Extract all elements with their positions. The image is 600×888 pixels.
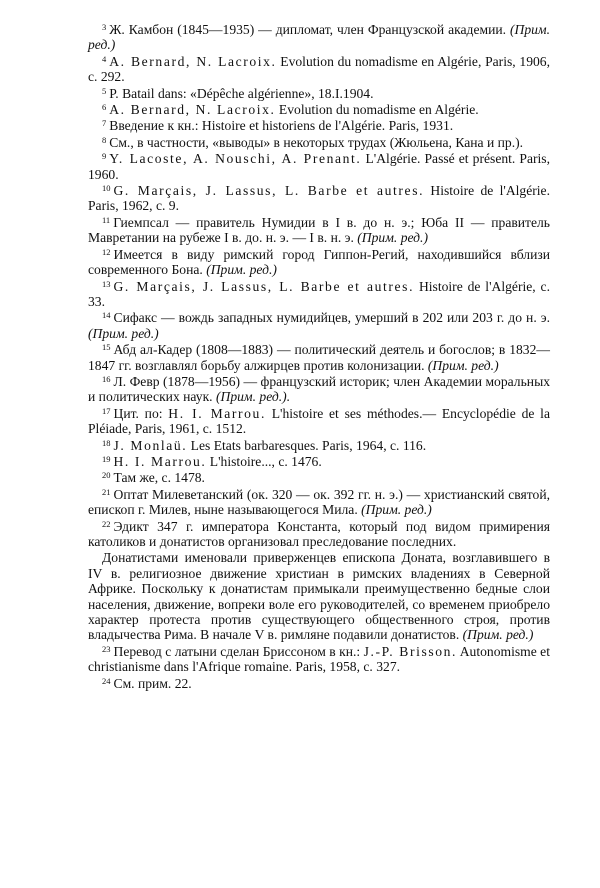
footnote-text: L'histoire et ses méthodes.— Encyclopédie de la Pléiade, Paris, 1961, c. 1512. xyxy=(88,405,550,437)
footnote-number: 19 xyxy=(102,453,111,464)
footnote xyxy=(88,54,550,85)
footnote-text: P. Batail dans: «Dépêche algérienne», 18.I.1904. xyxy=(109,85,374,101)
editor-note: (Прим. ред.) xyxy=(206,262,277,278)
footnote-text: Абд ал-Кадер (1808—1883) — политический деятель и богослов; в 1832—1847 гг. возглавлял борьбу алжирцев против колонизации. xyxy=(88,342,550,373)
footnote xyxy=(88,135,550,150)
footnote-number: 20 xyxy=(102,470,111,481)
editor-note: (Прим. ред.) xyxy=(427,357,499,373)
footnote-number: 16 xyxy=(102,373,111,384)
footnote-text: Les Etats barbaresques. Paris, 1964, c. 116. xyxy=(187,437,427,453)
author-names: H. I. Marrou. xyxy=(168,405,266,421)
footnote-text: Перевод с латыни сделан Бриссоном в кн.: xyxy=(113,643,364,659)
footnote-number: 12 xyxy=(102,246,111,257)
footnote-continuation xyxy=(88,550,550,642)
footnote-number: 6 xyxy=(102,102,107,113)
footnote-number: 18 xyxy=(102,437,111,448)
footnote xyxy=(88,487,550,518)
footnote-number: 17 xyxy=(102,405,111,416)
footnote xyxy=(88,151,550,182)
editor-note: (Прим. ред.) xyxy=(361,502,432,518)
footnote xyxy=(88,644,550,675)
footnote xyxy=(88,279,550,310)
author-names: G. Marçais, J. Lassus, L. Barbe et autres. xyxy=(113,183,425,199)
footnote-text: Ж. Камбон (1845—1935) — дипломат, член Французской академии. xyxy=(109,22,510,37)
footnote-number: 5 xyxy=(102,85,107,96)
editor-note: (Прим. ред.) xyxy=(88,22,550,53)
author-names: Y. Lacoste, A. Nouschi, A. Prenant. xyxy=(109,151,362,167)
footnote xyxy=(88,118,550,133)
footnote xyxy=(88,519,550,550)
footnote-text: Histoire de l'Algérie, c. 33. xyxy=(88,278,550,309)
footnote xyxy=(88,406,550,437)
footnote-text: Введение к кн.: Histoire et historiens de l'Algérie. Paris, 1931. xyxy=(109,118,454,134)
author-names: H. I. Marrou. xyxy=(113,453,207,469)
footnote-number: 23 xyxy=(102,643,111,654)
footnote xyxy=(88,310,550,341)
footnote-text: Эдикт 347 г. императора Константа, который под видом примирения католиков и донатистов организовал преследование последних. xyxy=(88,518,550,549)
footnote-number: 8 xyxy=(102,134,107,145)
footnote-text: Донатистами именовали приверженцев епископа Доната, возглавившего в IV в. религиозное движение христиан в римских владениях в Северной Африке. Поскольку к донатистам примыкали преимущественно бедные слои населения, движение, вопреки воле его руководителей, со временем приобрело характер протеста против существующего общественного строя, против владычества Рима. В начале V в. римляне подавили донатистов. xyxy=(88,550,550,643)
footnote-number: 11 xyxy=(102,214,111,225)
footnote-text: Autonomisme et christianisme dans l'Afrique romaine. Paris, 1958, c. 327. xyxy=(88,643,550,675)
footnote-number: 22 xyxy=(102,518,111,529)
footnote xyxy=(88,438,550,453)
author-names: G. Marçais, J. Lassus, L. Barbe et autres. xyxy=(113,278,415,294)
footnote-text: Имеется в виду римский город Гиппон-Регий, находившийся вблизи современного Бона. xyxy=(88,246,550,278)
author-names: J. Monlaü. xyxy=(113,437,188,453)
footnote xyxy=(88,183,550,214)
footnote-text: Evolution du nomadisme en Algérie, Paris, 1906, c. 292. xyxy=(88,53,550,85)
editor-note: (Прим. ред.). xyxy=(215,389,291,405)
footnote-text: Histoire de l'Algérie. Paris, 1962, c. 9. xyxy=(88,183,550,214)
footnote xyxy=(88,676,550,691)
footnote-number: 10 xyxy=(102,183,111,194)
footnote xyxy=(88,374,550,405)
author-names: J.-P. Brisson. xyxy=(363,643,458,659)
footnote-text: L'Algérie. Passé et présent. Paris, 1960. xyxy=(88,151,550,182)
footnote-number: 9 xyxy=(102,151,107,162)
editor-note: (Прим. ред.) xyxy=(357,230,428,246)
footnote xyxy=(88,470,550,485)
footnote xyxy=(88,247,550,278)
footnote-number: 14 xyxy=(102,310,111,321)
footnote-text: Цит. по: xyxy=(113,405,169,421)
footnote-text: См. прим. 22. xyxy=(113,675,192,691)
footnote-number: 15 xyxy=(102,342,111,353)
footnote-text: Evolution du nomadisme en Algérie. xyxy=(275,102,479,118)
footnotes-list xyxy=(88,22,550,692)
author-names: A. Bernard, N. Lacroix. xyxy=(109,53,277,69)
footnote-text: Сифакс — вождь западных нумидийцев, умерший в 202 или 203 г. до н. э. xyxy=(113,310,550,326)
footnote xyxy=(88,215,550,246)
footnote xyxy=(88,102,550,117)
editor-note: (Прим. ред.) xyxy=(462,627,534,643)
footnote-number: 21 xyxy=(102,486,111,497)
footnote xyxy=(88,342,550,373)
footnote-text: Гиемпсал — правитель Нумидии в I в. до н. э.; Юба II — правитель Мавретании на рубеже I в. до. н. э. — I в. н. э. xyxy=(88,214,550,246)
footnote-text: Оптат Милеветанский (ок. 320 — ок. 392 гг. н. э.) — христианский святой, епископ г. Милев, ныне называющегося Мила. xyxy=(88,486,550,518)
footnote-number: 13 xyxy=(102,278,111,289)
footnote xyxy=(88,22,550,53)
editor-note: (Прим. ред.) xyxy=(88,325,159,341)
footnote-text: L'histoire..., c. 1476. xyxy=(206,453,322,469)
footnote-text: Л. Февр (1878—1956) — французский историк; член Академии моральных и политических наук. xyxy=(88,373,550,405)
footnote-text: См., в частности, «выводы» в некоторых трудах (Жюльена, Кана и пр.). xyxy=(109,134,524,150)
footnote-text: Там же, с. 1478. xyxy=(113,470,205,486)
footnote-number: 7 xyxy=(102,118,107,129)
footnote xyxy=(88,454,550,469)
footnote-number: 24 xyxy=(102,675,111,686)
footnote-number: 3 xyxy=(102,22,107,32)
author-names: A. Bernard, N. Lacroix. xyxy=(109,102,276,118)
footnote-number: 4 xyxy=(102,53,107,64)
footnote xyxy=(88,86,550,101)
